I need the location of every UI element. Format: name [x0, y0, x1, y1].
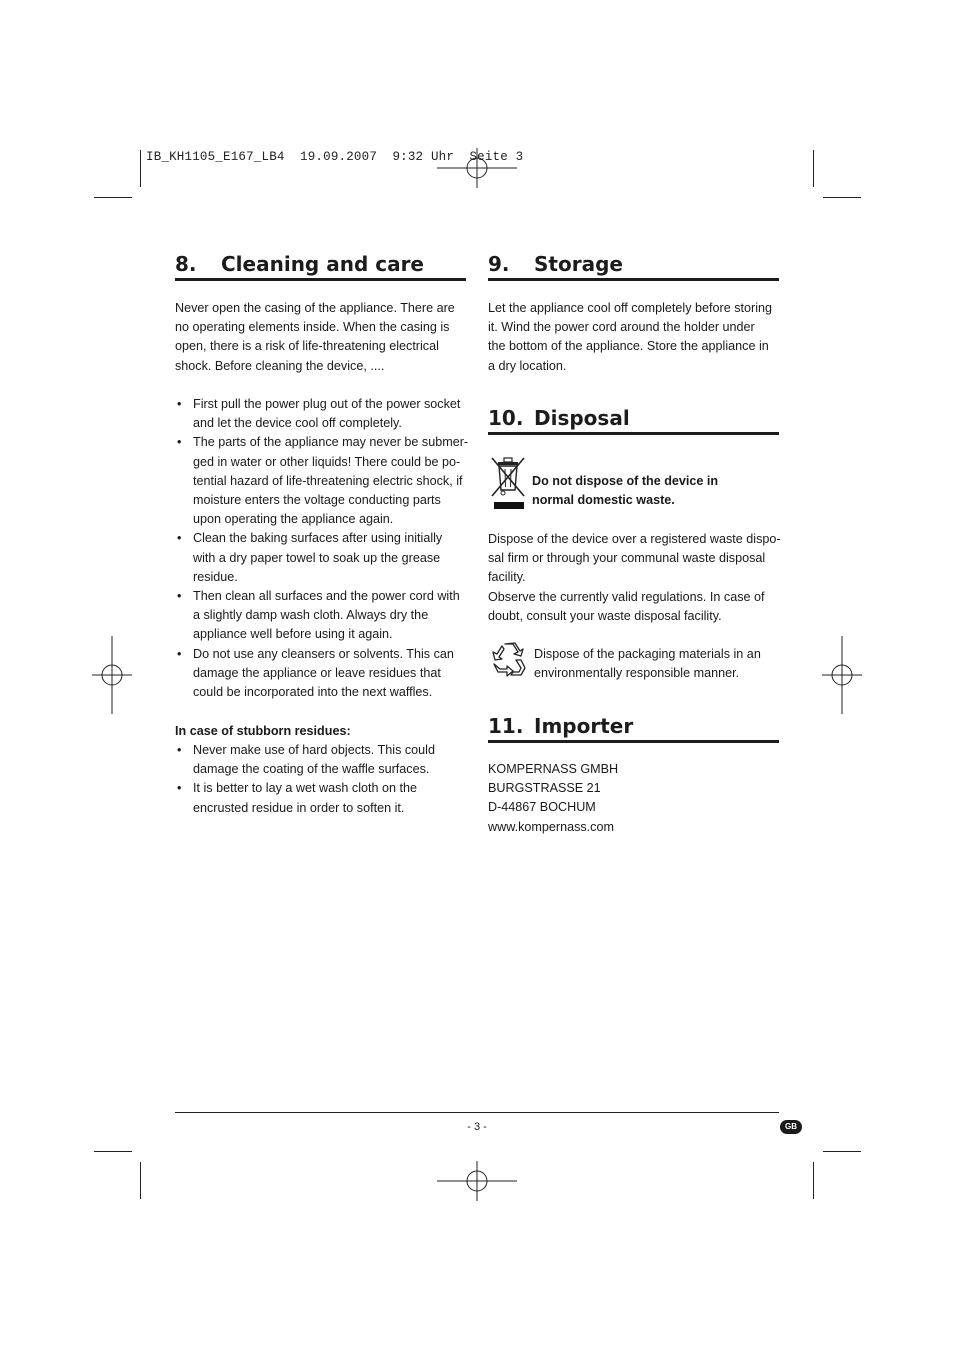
text-line: it. Wind the power cord around the holder under: [488, 320, 755, 335]
cleaning-intro: [175, 299, 466, 376]
print-slug: IB_KH1105_E167_LB4 19.09.2007 9:32 Uhr Seite 3: [146, 150, 524, 164]
section-title: Disposal: [534, 406, 630, 430]
text-line: doubt, consult your waste disposal facility.: [488, 608, 722, 623]
crossed-out-bin-icon: [490, 456, 526, 510]
registration-mark-icon: [92, 636, 132, 714]
section-title: Cleaning and care: [221, 252, 424, 276]
section-number: 10.: [488, 406, 524, 430]
list-item: • Never make use of hard objects. This could damage the coating of the waffle surfaces.: [177, 743, 435, 777]
recycle-icon: [489, 640, 529, 680]
weee-note: [532, 472, 718, 510]
section-number: 8.: [175, 252, 197, 276]
text-line: Never open the casing of the appliance. There are: [175, 301, 455, 315]
street: BURGSTRASSE 21: [488, 781, 601, 796]
text-line: environmentally responsible manner.: [534, 666, 740, 681]
text-line: Observe the currently valid regulations. In case of: [488, 589, 765, 604]
list-item: • It is better to lay a wet wash cloth on the encrusted residue in order to soften it.: [177, 781, 418, 815]
importer-address: [488, 760, 779, 837]
company-name: KOMPERNASS GMBH: [488, 762, 619, 776]
text-line: Do not dispose of the device in: [532, 474, 719, 488]
section-title: Storage: [534, 252, 623, 276]
registration-mark-icon: [437, 1161, 517, 1201]
text-line: shock. Before cleaning the device, ....: [175, 358, 385, 373]
page-number: - 3 -: [467, 1121, 487, 1133]
text-line: sal firm or through your communal waste disposal: [488, 551, 766, 566]
cleaning-bullet-list: [175, 395, 469, 702]
text-line: Dispose of the device over a registered waste dispo-: [488, 532, 781, 546]
text-line: Let the appliance cool off completely before storing: [488, 301, 773, 315]
text-line: normal domestic waste.: [532, 493, 675, 508]
disposal-text: [488, 530, 779, 626]
footer-rule: [175, 1112, 779, 1113]
section-title: Importer: [534, 714, 634, 738]
section-number: 9.: [488, 252, 510, 276]
language-badge: GB: [780, 1120, 802, 1134]
list-item: • The parts of the appliance may never be submer- ged in water or other liquids! There could be po- tential hazard of life-threatening electric shock, if moisture enters the voltage conducting parts upon operating the appliance again.: [177, 435, 469, 527]
city: D-44867 BOCHUM: [488, 800, 596, 815]
list-item: • First pull the power plug out of the power socket and let the device cool off completely.: [177, 397, 461, 431]
text-line: no operating elements inside. When the casing is: [175, 320, 450, 335]
text-line: the bottom of the appliance. Store the appliance in: [488, 339, 769, 354]
section-number: 11.: [488, 714, 524, 738]
section-heading: [488, 252, 779, 281]
list-item: • Clean the baking surfaces after using initially with a dry paper towel to soak up the grease residue.: [177, 531, 443, 584]
stubborn-bullet-list: [175, 741, 466, 818]
list-item: • Do not use any cleansers or solvents. This can damage the appliance or leave residues that could be incorporated into the next waffles.: [177, 646, 454, 700]
packaging-note: [534, 645, 779, 683]
stubborn-residues-heading: In case of stubborn residues:: [175, 724, 351, 738]
registration-mark-icon: [822, 636, 862, 714]
storage-text: [488, 299, 779, 376]
text-line: Dispose of the packaging materials in an: [534, 647, 761, 661]
section-heading: [175, 252, 466, 281]
text-line: a dry location.: [488, 358, 567, 373]
list-item: • Then clean all surfaces and the power cord with a slightly damp wash cloth. Always dry the appliance well before using it again.: [177, 589, 460, 642]
section-heading: [488, 406, 779, 435]
text-line: facility.: [488, 570, 526, 585]
website: www.kompernass.com: [488, 819, 614, 834]
text-line: open, there is a risk of life-threatening electrical: [175, 339, 439, 354]
section-heading: [488, 714, 779, 743]
